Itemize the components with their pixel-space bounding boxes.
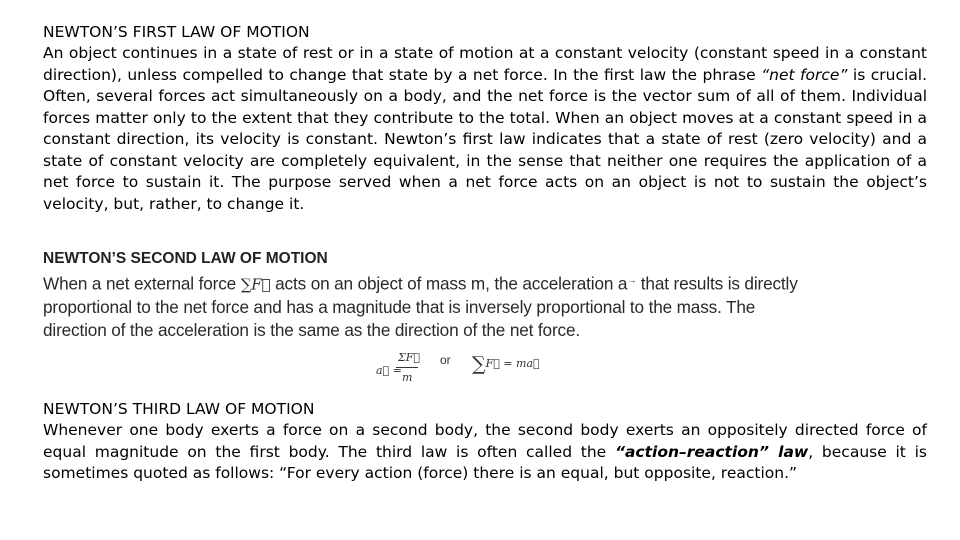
second-law-formula xyxy=(372,350,542,390)
first-law-paragraph xyxy=(43,43,927,215)
acceleration-arrow: → xyxy=(627,275,637,285)
third-law-text-before: Whenever one body exerts a force on a second body, the second body exerts an oppositely directed force of equal magnitude on the first body. The third law is often called the xyxy=(43,421,927,461)
third-law-heading: NEWTON’S THIRD LAW OF MOTION xyxy=(43,400,315,418)
second-law-line-3: direction of the acceleration is the same as the direction of the net force. xyxy=(43,319,580,340)
third-law-text-after: , because it is sometimes quoted as follows: “For every action (force) there is an equal, but opposite, reaction.” xyxy=(43,442,927,482)
second-law-line-1-b: acts on an object of mass m, the acceleration a xyxy=(270,273,628,294)
second-law-heading: NEWTON’S SECOND LAW OF MOTION xyxy=(43,250,328,267)
formula-or: or xyxy=(440,353,451,367)
fraction-bar xyxy=(396,367,418,368)
second-law-line-1-c: that results is directly xyxy=(636,273,798,294)
first-law-text-after: is crucial. Often, several forces act simultaneously on a body, and the net force is the vector sum of all of them. Individual forces matter only to the extent that they contribute to the total. When an object moves at a constant speed in a constant direction, its velocity is constant. Newton’s first law indicates that a state of rest (zero velocity) and a state of constant velocity are completely equivalent, in the sense that neither one requires the application of a net force to sustain it. The purpose served when a net force acts on an object is not to sustain the object’s velocity, but, rather, to change it. xyxy=(43,65,928,213)
net-force-symbol: ∑F⃗ xyxy=(240,275,271,294)
sigma-symbol: ∑ xyxy=(472,353,486,375)
second-law-line-1-a: When a net external force xyxy=(43,273,241,294)
acceleration-fraction xyxy=(372,350,422,390)
formula-numerator: ΣF⃗ xyxy=(398,351,421,364)
first-law-text-before: An object continues in a state of rest or in a state of motion at a constant velocity (constant speed in a constant direction), unless compelled to change that state by a net force. In the first law the phrase xyxy=(43,44,927,84)
second-law-paragraph xyxy=(43,269,927,341)
second-law-section xyxy=(43,248,927,341)
third-law-paragraph xyxy=(43,420,927,485)
first-law-section xyxy=(43,22,927,215)
first-law-quoted-phrase: “net force” xyxy=(761,65,848,84)
formula-lhs: a⃗ = xyxy=(376,364,402,377)
first-law-heading: NEWTON’S FIRST LAW OF MOTION xyxy=(43,23,310,41)
third-law-quoted-phrase: “action–reaction” law xyxy=(614,442,809,461)
second-law-line-2: proportional to the net force and has a magnitude that is inversely proportional to the mass. The xyxy=(43,297,756,318)
third-law-section xyxy=(43,399,927,485)
formula-denominator: m xyxy=(402,371,413,384)
formula-rhs: F⃗ = ma⃗ xyxy=(485,357,540,370)
second-law-line-1 xyxy=(43,269,927,296)
sum-force-equation xyxy=(472,353,540,375)
